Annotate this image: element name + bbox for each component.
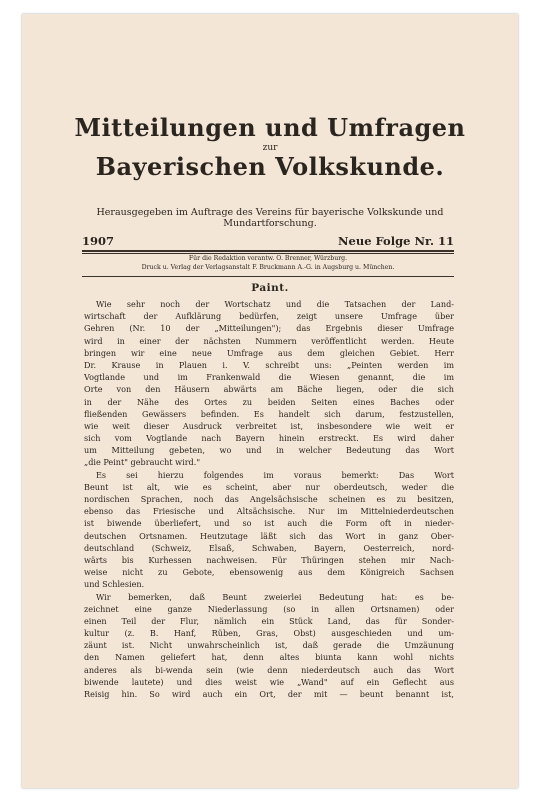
article-line: zäunt ist. Nicht unwahrscheinlich ist, daß gerade die Umzäunung (84, 640, 454, 651)
article-line: Dr. Krause in Plauen i. V. schreibt uns: „Peinten werden im (84, 359, 454, 370)
article-line: Es sei hierzu folgendes im voraus bemerkt: Das Wort (96, 469, 454, 480)
article-line: deutschen Ortsnamen. Heutzutage läßt sich das Wort in ganz Ober- (84, 530, 454, 541)
article-line: einen Teil der Flur, nämlich ein Stück Land, das für Sonder- (84, 615, 454, 626)
article-line: „die Peint" gebraucht wird." (84, 457, 201, 468)
title-line-1: Mitteilungen und Umfragen (74, 113, 466, 142)
article-line: wird in einer der nächsten Nummern veröffentlicht werden. Heute (84, 335, 454, 346)
article-body (84, 298, 454, 700)
article-line: anderes als bi-wenda sein (wie denn niederdeutsch auch das Wort (84, 664, 454, 675)
divider-thick (82, 250, 454, 252)
article-line: nordischen Sprachen, noch das Angelsächsische scheinen es zu besitzen, (84, 494, 454, 504)
article-line: Beunt ist alt, wie es scheint, aber nur oberdeutsch, weder die (84, 481, 454, 492)
article-line: in der Nähe des Ortes zu beiden Seiten eines Baches oder (84, 396, 454, 407)
article-line: den Namen geliefert hat, denn altes biunta kann wohl nichts (84, 652, 454, 663)
article-line: kultur (z. B. Hanf, Rüben, Gras, Obst) ausgeschieden und um- (84, 628, 454, 639)
article-line: Reisig hin. So wird auch ein Ort, der mit — beunt benannt ist, (84, 689, 454, 699)
article-line: um Mitteilung gebeten, wo und in welcher Bedeutung das Wort (84, 445, 454, 456)
article-heading: Paint. (251, 282, 289, 294)
article-line: Orte von den Häusern abwärts am Bäche liegen, oder die sich (84, 384, 454, 395)
article-line: sich vom Vogtlande nach Bayern hinein erstreckt. Es wird daher (84, 433, 454, 444)
divider-bottom (82, 276, 454, 277)
article-line: zeichnet eine ganze Niederlassung (so in allen Ortsnamen) oder (84, 603, 454, 614)
masthead-subtitle: Herausgegeben im Auftrage des Vereins für bayerische Volkskunde und Mundartforschung. (96, 207, 444, 229)
issue-year: 1907 (82, 234, 115, 248)
document-page (22, 14, 518, 788)
article-line: Gehren (Nr. 10 der „Mitteilungen"); das Ergebnis dieser Umfrage (84, 323, 454, 334)
article-line: fließenden Gewässers befinden. Es handelt sich darum, festzustellen, (84, 408, 454, 419)
issue-line (82, 234, 454, 248)
article-line: Vogtlande und im Frankenwald die Wiesen genannt, die im (84, 372, 454, 383)
article-line: ist biwende überliefert, und so ist auch die Form oft in nieder- (84, 518, 454, 529)
imprint-publisher: Druck u. Verlag der Verlagsanstalt F. Bruckmann A.-G. in Augsburg u. München. (141, 264, 395, 271)
article-line: und Schlesien. (84, 579, 145, 590)
title-line-2: Bayerischen Volkskunde. (95, 152, 445, 181)
article-line: wärts bis Kurhessen nachweisen. Für Thüringen stehen mir Nach- (84, 554, 454, 565)
imprint (78, 254, 458, 272)
article-line: ebenso das Friesische und Altsächsische. Nur im Mittelniederdeutschen (84, 506, 454, 517)
article-line: biwende lautete) und dies weist wie „Wand" auf ein Geflecht aus (84, 676, 454, 687)
article-line: deutschland (Schweiz, Elsaß, Schwaben, Bayern, Oesterreich, nord- (84, 542, 454, 553)
title-zur: zur (262, 143, 278, 153)
imprint-editor: Für die Redaktion verantw. O. Brenner, Würzburg. (188, 255, 348, 262)
article-line: Wir bemerken, daß Beunt zweierlei Bedeutung hat: es be- (96, 591, 454, 602)
issue-series: Neue Folge Nr. 11 (338, 234, 454, 248)
article-line: weise nicht zu Gebote, ebensowenig aus dem Königreich Sachsen (84, 567, 454, 578)
article-line: Wie sehr noch der Wortschatz und die Tatsachen der Land- (96, 299, 454, 309)
article-line: wirtschaft der Aufklärung bedürfen, zeigt unsere Umfrage über (84, 311, 454, 322)
article-line: bringen wir eine neue Umfrage aus dem gleichen Gebiet. Herr (84, 347, 454, 358)
article-line: wie weit dieser Ausdruck verbreitet ist, insbesondere wie weit er (84, 420, 454, 431)
masthead-title (22, 114, 518, 181)
